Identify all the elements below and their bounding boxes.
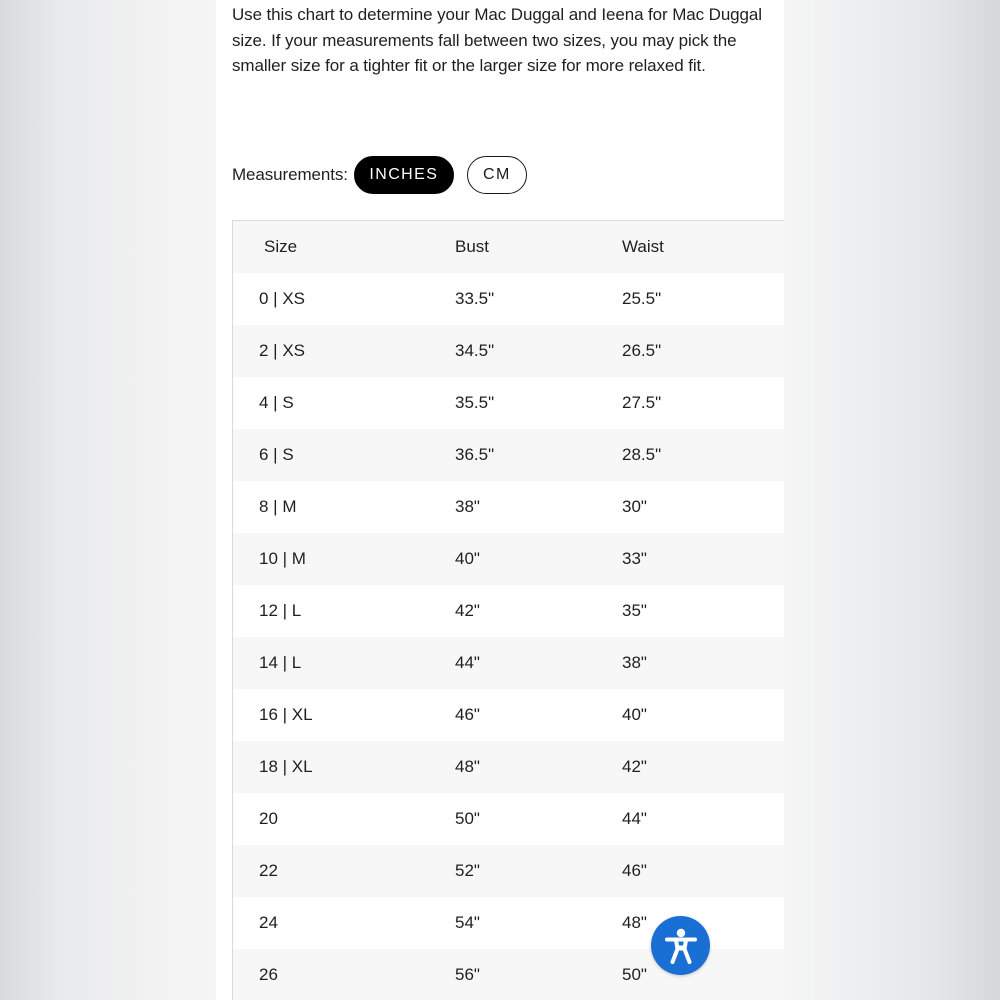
size-cell: 20	[259, 809, 278, 828]
size-cell: 14 | L	[259, 653, 302, 672]
measurement-unit-selector	[232, 156, 527, 194]
waist-cell: 50"	[622, 965, 647, 984]
header-size: Size	[264, 237, 298, 256]
bust-cell: 34.5"	[455, 341, 495, 360]
bust-cell: 52"	[455, 861, 480, 880]
bust-cell: 48"	[455, 757, 480, 776]
bust-cell: 46"	[455, 705, 480, 724]
size-cell: 16 | XL	[259, 705, 313, 724]
size-cell: 22	[259, 861, 278, 880]
waist-cell: 27.5"	[622, 393, 662, 412]
waist-cell: 26.5"	[622, 341, 662, 360]
table-row	[233, 793, 784, 845]
waist-cell: 25.5"	[622, 289, 662, 308]
table-row	[233, 429, 784, 481]
bust-cell: 35.5"	[455, 393, 495, 412]
accessibility-button[interactable]	[651, 916, 710, 975]
bust-cell: 54"	[455, 913, 480, 932]
bust-cell: 56"	[455, 965, 480, 984]
table-header-row	[233, 221, 784, 273]
cm-button[interactable]: CM	[467, 156, 527, 194]
size-cell: 26	[259, 965, 278, 984]
table-row	[233, 637, 784, 689]
bust-cell: 33.5"	[455, 289, 495, 308]
size-cell: 0 | XS	[259, 289, 305, 308]
size-cell: 10 | M	[259, 549, 306, 568]
table-row	[233, 325, 784, 377]
bust-cell: 38"	[455, 497, 480, 516]
waist-cell: 40"	[622, 705, 647, 724]
bust-cell: 42"	[455, 601, 480, 620]
waist-cell: 30"	[622, 497, 647, 516]
table-row	[233, 533, 784, 585]
waist-cell: 38"	[622, 653, 647, 672]
table-row	[233, 845, 784, 897]
size-cell: 6 | S	[259, 445, 294, 464]
bust-cell: 40"	[455, 549, 480, 568]
header-waist: Waist	[622, 237, 664, 256]
inches-button[interactable]: INCHES	[354, 156, 454, 194]
waist-cell: 46"	[622, 861, 647, 880]
table-body	[233, 273, 784, 1000]
bust-cell: 50"	[455, 809, 480, 828]
table-row	[233, 689, 784, 741]
waist-cell: 35"	[622, 601, 647, 620]
bust-cell: 44"	[455, 653, 480, 672]
size-cell: 24	[259, 913, 278, 932]
table-row	[233, 481, 784, 533]
size-cell: 4 | S	[259, 393, 294, 412]
waist-cell: 48"	[622, 913, 647, 932]
header-bust: Bust	[455, 237, 490, 256]
size-cell: 18 | XL	[259, 757, 313, 776]
table-row	[233, 377, 784, 429]
accessibility-person-icon	[664, 927, 698, 965]
size-cell: 12 | L	[259, 601, 302, 620]
table-row	[233, 585, 784, 637]
waist-cell: 44"	[622, 809, 647, 828]
table-row	[233, 741, 784, 793]
size-chart-panel	[216, 0, 784, 1000]
waist-cell: 28.5"	[622, 445, 662, 464]
size-table	[232, 220, 784, 1000]
table-row	[233, 273, 784, 325]
size-cell: 2 | XS	[259, 341, 305, 360]
intro-text: Use this chart to determine your Mac Duggal and Ieena for Mac Duggal size. If your measurements fall between two sizes, you may pick the smaller size for a tighter fit or the larger size for more relaxed fit.	[232, 5, 762, 75]
waist-cell: 42"	[622, 757, 647, 776]
bust-cell: 36.5"	[455, 445, 495, 464]
waist-cell: 33"	[622, 549, 647, 568]
size-cell: 8 | M	[259, 497, 297, 516]
measurements-label: Measurements:	[232, 165, 348, 184]
